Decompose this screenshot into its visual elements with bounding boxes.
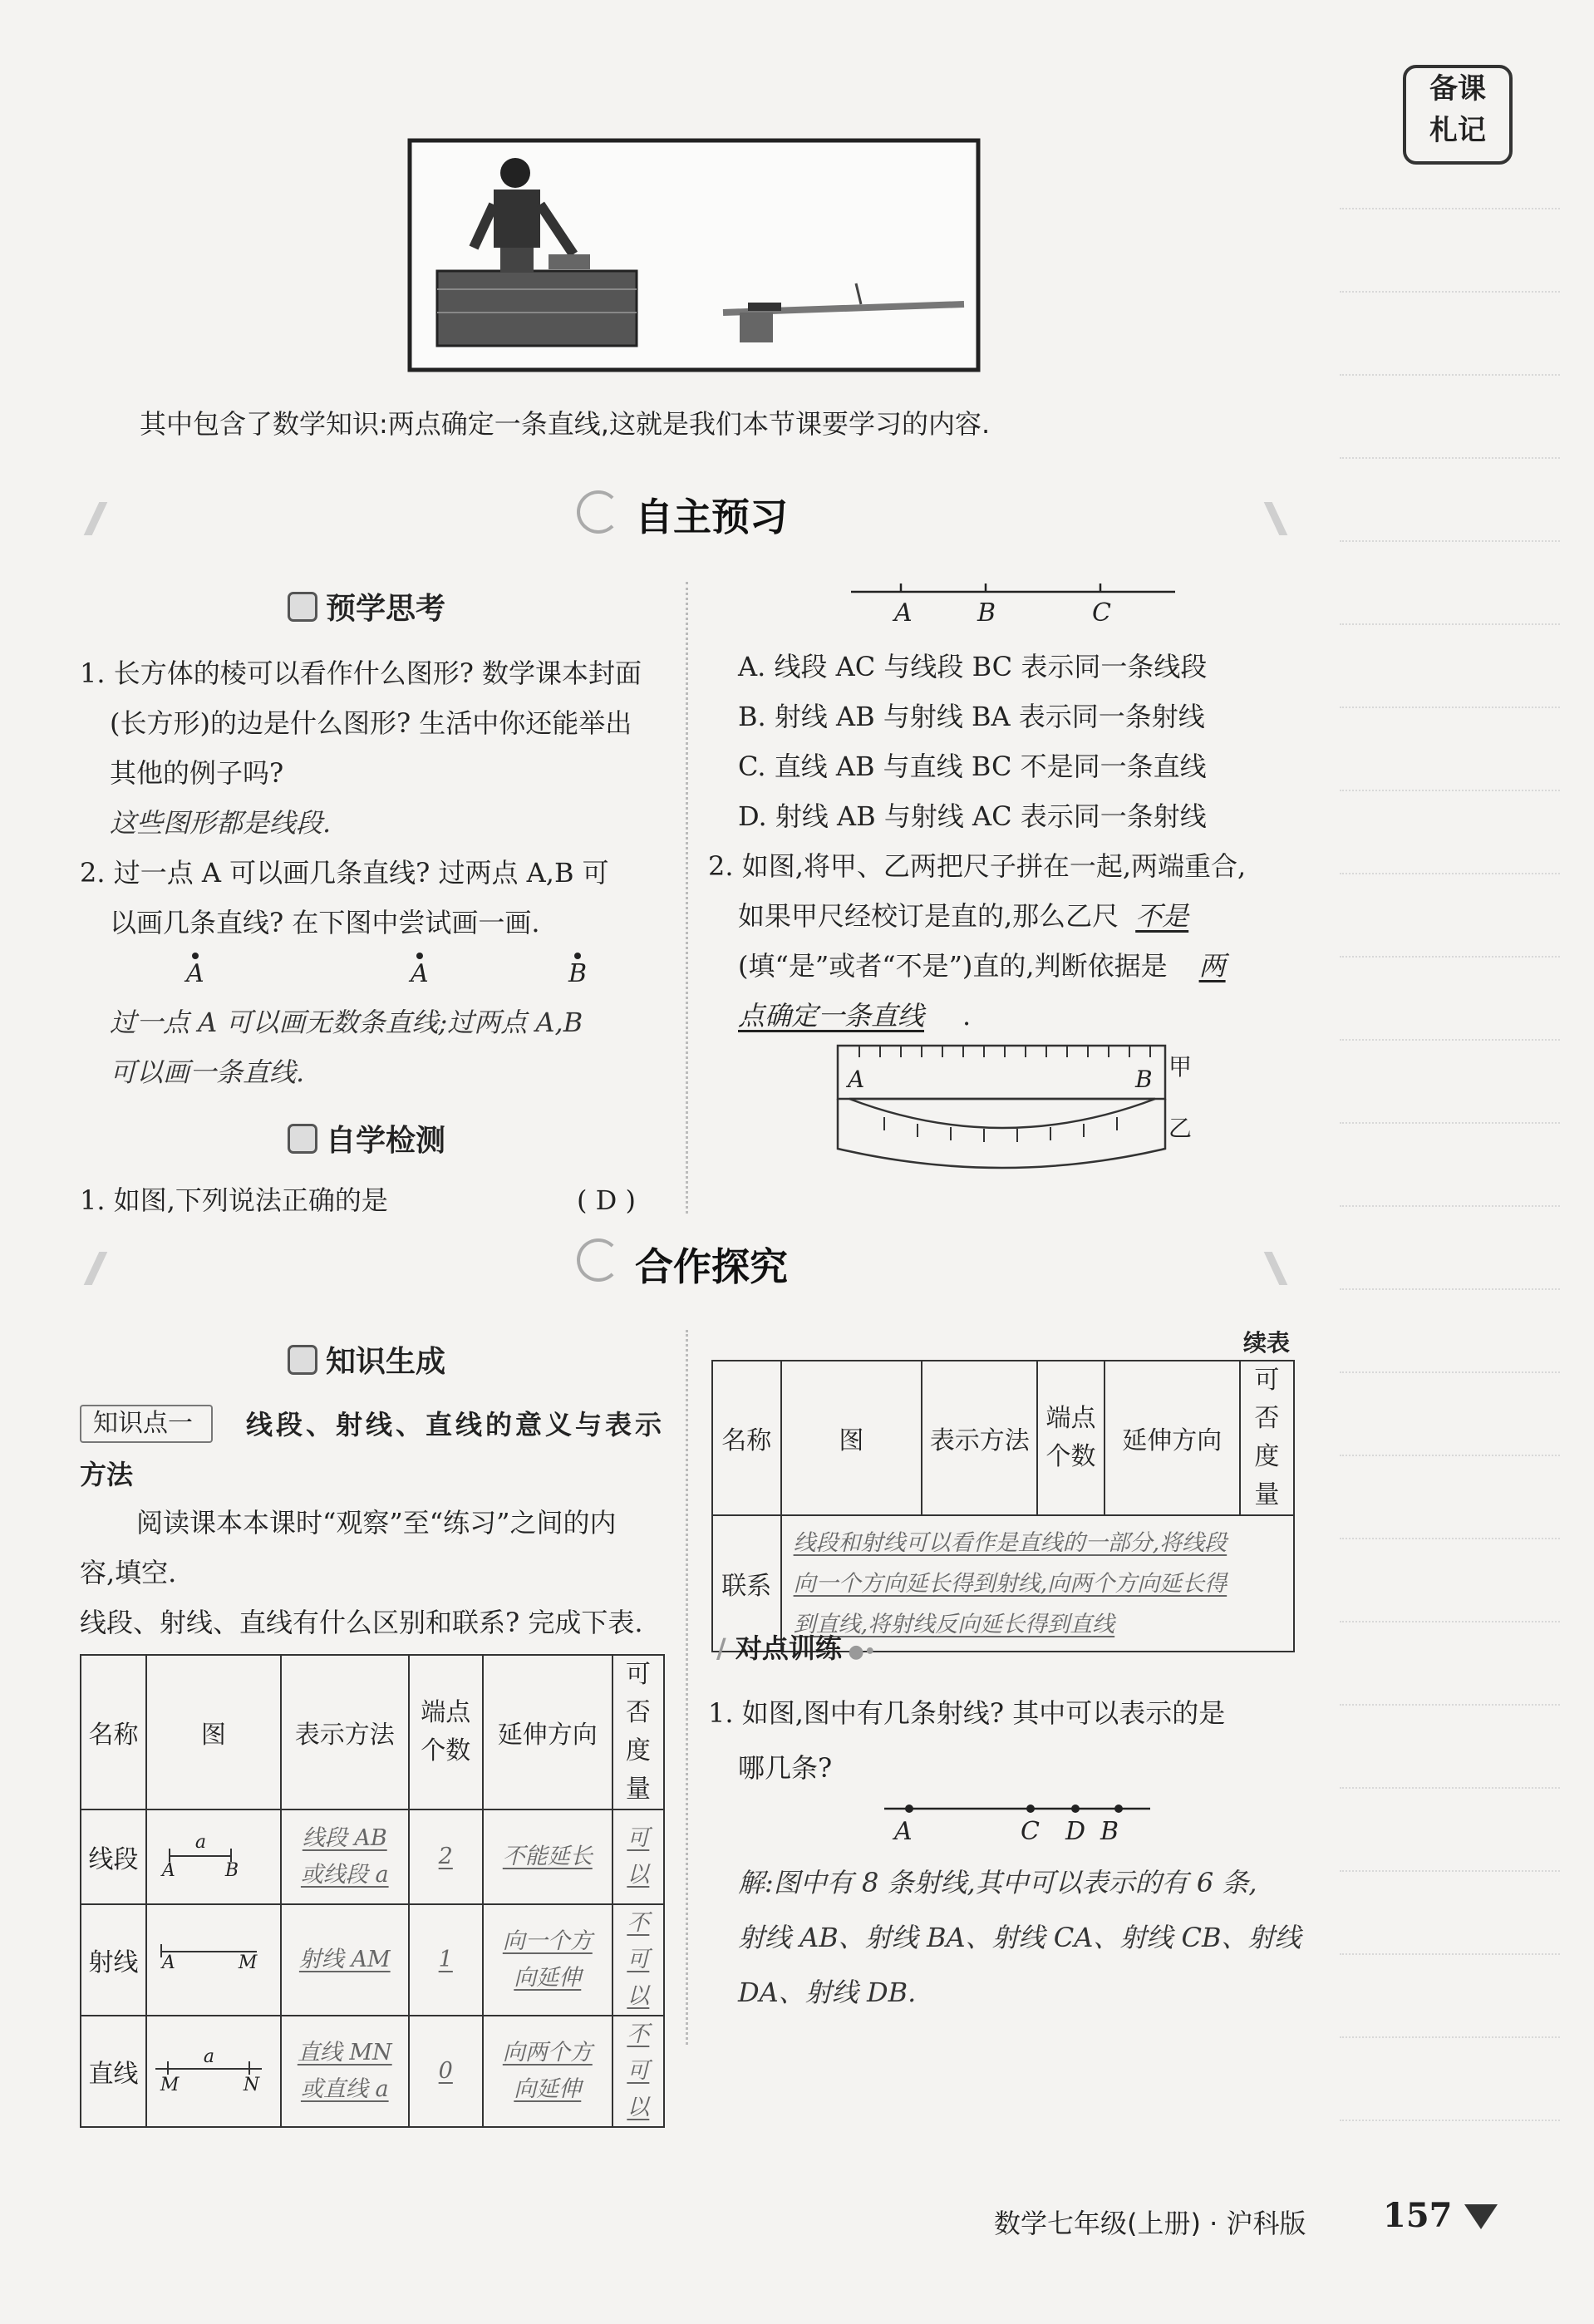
header-figure: 图 (781, 1361, 922, 1515)
answer-line3: DA、射线 DB. (738, 1977, 917, 2008)
cont-table (711, 1360, 1295, 1652)
selfcheck-heading-text: 自学检测 (326, 1124, 446, 1158)
selfcheck-q1: 1. 如图,下列说法正确的是 (80, 1184, 388, 1216)
arrow-icon (1464, 2204, 1498, 2229)
point-a-pair (411, 953, 429, 988)
row-dir1: 不能延长 (502, 1844, 593, 1869)
header-direction: 延伸方向 (483, 1655, 613, 1809)
row-name: 直线 (81, 2016, 146, 2127)
para-line3: 线段、射线、直线有什么区别和联系? 完成下表. (80, 1607, 643, 1638)
option-c: C. 直线 AB 与直线 BC 不是同一条直线 (738, 751, 1207, 782)
cont-table-label: 续表 (1243, 1329, 1291, 1356)
fig-p2: M (238, 1952, 258, 1973)
option-d: D. 射线 AB 与射线 AC 表示同一条射线 (738, 800, 1207, 832)
badge-line2: 札记 (1429, 114, 1486, 147)
table-row (81, 1904, 664, 2016)
training-q1 (708, 1686, 1225, 1795)
row-dir1: 向一个方 (502, 1928, 593, 1954)
q2-end: . (962, 1000, 972, 1032)
note-lines (1340, 208, 1560, 2203)
slash-decor (1264, 1252, 1288, 1285)
header-figure: 图 (146, 1655, 281, 1809)
q1-answer: 这些图形都是线段. (110, 807, 332, 839)
selfcheck-heading (288, 1117, 445, 1160)
fig-mid-label: a (203, 2046, 215, 2067)
q2-line1: 2. 如图,将甲、乙两把尺子拼在一起,两端重合, (708, 850, 1247, 882)
pencil-icon: ∕ (716, 1632, 736, 1664)
section-icon (577, 490, 620, 534)
relation-line1: 线段和射线可以看作是直线的一部分,将线段 (793, 1529, 1227, 1556)
training-q1-line2: 哪几条? (738, 1752, 833, 1784)
q2-line2: 以画几条直线? 在下图中尝试画一画. (110, 907, 540, 938)
knowledge-title-line2: 方法 (80, 1459, 134, 1490)
row-figure (146, 1809, 281, 1904)
relation-line3: 到直线,将射线反向延长得到直线 (793, 1611, 1115, 1637)
option-a: A. 线段 AC 与线段 BC 表示同一条线段 (738, 651, 1208, 682)
fig-p1: A (161, 1952, 175, 1973)
ray-label-d: D (1065, 1817, 1086, 1846)
row-name: 射线 (81, 1904, 146, 2016)
knowledge-heading-text: 知识生成 (326, 1345, 446, 1379)
knowledge-title-line1: 线段、射线、直线的意义与表示 (246, 1409, 666, 1440)
q1-line2: (长方形)的边是什么图形? 生活中你还能举出 (110, 707, 632, 739)
para-line1: 阅读课本本课时“观察”至“练习”之间的内 (136, 1507, 617, 1539)
fig-p2: B (224, 1860, 239, 1881)
point-label: A (186, 959, 204, 988)
row-method1: 直线 MN (297, 2040, 392, 2066)
training-heading-text: 对点训练 (735, 1632, 842, 1664)
fig-p2: N (243, 2075, 260, 2095)
row-measure2: 以 (627, 2095, 650, 2120)
point-a-single (186, 953, 204, 988)
row-measure1: 不可 (627, 1910, 650, 1972)
section-title-explore: 合作探究 (635, 1244, 788, 1289)
fig-p1: A (161, 1860, 175, 1881)
header-method: 表示方法 (922, 1361, 1037, 1515)
q2-line3-text: (填“是”或者“不是”)直的,判断依据是 (738, 950, 1168, 982)
ray-label-b: B (1100, 1817, 1119, 1846)
header-ends: 端点个数 (409, 1655, 483, 1809)
para-line2: 容,填空. (80, 1557, 177, 1588)
row-ends: 0 (438, 2058, 453, 2084)
point-label: B (568, 959, 588, 988)
row-method1: 射线 AM (298, 1947, 391, 1972)
header-ends: 端点个数 (1037, 1361, 1104, 1515)
row-method2: 或线段 a (300, 1862, 389, 1888)
ruler-label-b: B (1135, 1066, 1153, 1093)
slash-decor (1264, 502, 1288, 535)
header-method: 表示方法 (281, 1655, 409, 1809)
fig-mid-label: a (194, 1832, 207, 1853)
row-dir2: 向延伸 (514, 2076, 582, 2102)
answer-line1: 解:图中有 8 条射线,其中可以表示的有 6 条, (738, 1867, 1257, 1898)
row-measure1: 可以 (627, 1825, 650, 1888)
training-q1-line1: 1. 如图,图中有几条射线? 其中可以表示的是 (708, 1697, 1226, 1729)
corner-badge (1403, 65, 1513, 165)
selfcheck-q2 (708, 841, 1246, 1041)
row-figure (146, 2016, 281, 2127)
badge-line1: 备课 (1429, 72, 1486, 106)
section-icon (577, 1238, 620, 1282)
column-divider (686, 582, 688, 1214)
row-ends: 2 (438, 1844, 453, 1869)
row-dir1: 向两个方 (502, 2040, 593, 2066)
fig-label-a: A (894, 598, 913, 628)
footer-book-title: 数学七年级(上册) · 沪科版 (994, 2208, 1306, 2239)
q2-blank-2a: 两 (1198, 950, 1226, 982)
row-figure (146, 1904, 281, 2016)
q2-blank-1: 不是 (1135, 900, 1189, 932)
preview-heading-text: 预学思考 (326, 592, 446, 626)
header-name: 名称 (712, 1361, 781, 1515)
carpenter-illustration (407, 138, 981, 372)
ruler-label-a: A (848, 1066, 865, 1093)
header-measure: 可否度量 (1240, 1361, 1294, 1515)
ruler-figure (834, 1041, 1192, 1182)
knowledge-heading (288, 1338, 445, 1381)
knowledge-para (80, 1498, 643, 1647)
fig-label-b: B (977, 598, 996, 628)
knowledge-title (80, 1400, 665, 1499)
line-types-table (80, 1654, 665, 2128)
row-ends: 1 (438, 1947, 453, 1972)
training-answer (738, 1855, 1301, 2020)
slash-decor (84, 502, 108, 535)
check-icon (288, 1124, 317, 1154)
header-measure: 可否度量 (613, 1655, 664, 1809)
training-heading (716, 1627, 876, 1666)
point-b-pair (568, 953, 587, 988)
row-name: 线段 (81, 1809, 146, 1904)
row-method2: 或直线 a (300, 2076, 389, 2102)
q1-line1: 1. 长方体的棱可以看作什么图形? 数学课本封面 (80, 657, 642, 689)
row-measure2: 以 (627, 1983, 650, 2009)
selfcheck-q1-answer: ( D ) (577, 1184, 636, 1216)
page-number: 157 (1383, 2196, 1453, 2235)
header-direction: 延伸方向 (1104, 1361, 1240, 1515)
q2-blank-2b: 点确定一条直线 (738, 1000, 925, 1032)
row-measure1: 不可 (627, 2021, 650, 2084)
row-method1: 线段 AB (302, 1825, 387, 1851)
q2-answer-line1: 过一点 A 可以画无数条直线;过两点 A,B (110, 1007, 583, 1038)
fig-label-c: C (1092, 598, 1111, 628)
preview-question-1 (80, 648, 642, 948)
slash-decor (84, 1252, 108, 1285)
ray-label-c: C (1021, 1817, 1040, 1846)
ruler-label-yi: 乙 (1168, 1115, 1193, 1142)
header-name: 名称 (81, 1655, 146, 1809)
book-icon (288, 592, 317, 622)
ruler-label-jia: 甲 (1168, 1053, 1193, 1081)
q2-line1: 2. 过一点 A 可以画几条直线? 过两点 A,B 可 (80, 857, 609, 889)
q2-answer (110, 997, 583, 1097)
table-row (81, 2016, 664, 2127)
relation-name: 联系 (712, 1515, 781, 1652)
knowledge-tag: 知识点一 (80, 1405, 213, 1443)
table-row (81, 1809, 664, 1904)
point-label: A (411, 959, 429, 988)
preview-heading (288, 585, 445, 628)
intro-text: 其中包含了数学知识:两点确定一条直线,这就是我们本节课要学习的内容. (140, 408, 991, 440)
answer-line2: 射线 AB、射线 BA、射线 CA、射线 CB、射线 (738, 1922, 1301, 1953)
dots-icon: ●• (841, 1642, 876, 1662)
note-icon (288, 1345, 317, 1375)
fig-p1: M (160, 2075, 180, 2095)
selfcheck-options (738, 642, 1207, 841)
option-b: B. 射线 AB 与射线 BA 表示同一条射线 (738, 701, 1205, 732)
section-title-preview: 自主预习 (635, 495, 788, 539)
column-divider (686, 1330, 688, 2045)
relation-line2: 向一个方向延长得到射线,向两个方向延长得 (793, 1570, 1227, 1597)
q1-line3: 其他的例子吗? (110, 757, 284, 789)
ray-label-a: A (894, 1817, 913, 1846)
q2-line2-text: 如果甲尺经校订是直的,那么乙尺 (738, 900, 1119, 932)
row-dir2: 向延伸 (514, 1965, 582, 1991)
q2-answer-line2: 可以画一条直线. (110, 1056, 305, 1088)
